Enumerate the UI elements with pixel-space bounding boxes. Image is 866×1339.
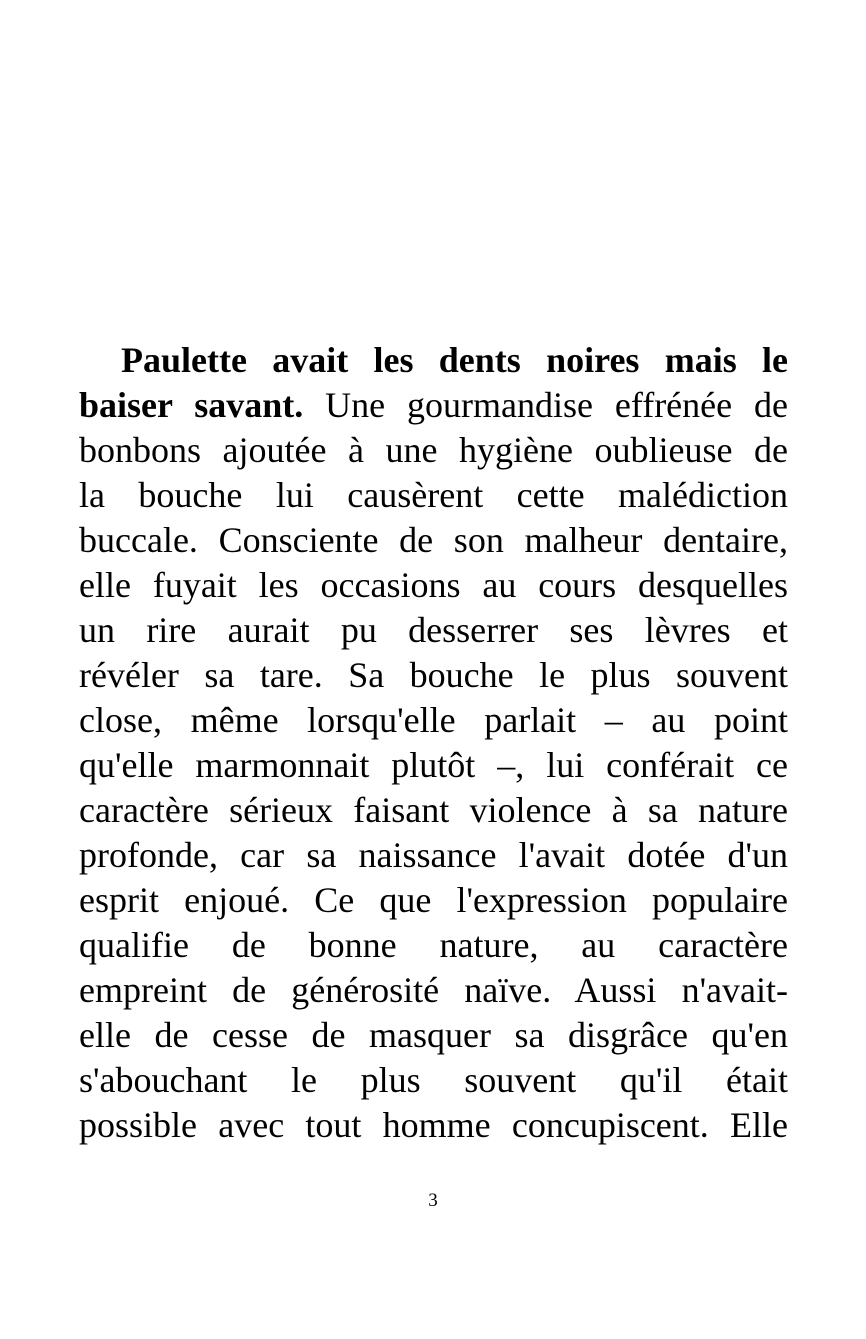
text-line: révéler sa tare. Sa bouche le plus souvent [79, 655, 788, 695]
line-text: Une gourmandise effrénée de [303, 385, 788, 425]
text-line: qu'elle marmonnait plutôt –, lui conférait ce [79, 745, 788, 785]
text-line: la bouche lui causèrent cette malédiction [79, 475, 788, 515]
text-line [79, 338, 788, 383]
text-line: qualifie de bonne nature, au caractère [79, 925, 788, 965]
text-line: caractère sérieux faisant violence à sa nature [79, 790, 788, 830]
text-line: elle de cesse de masquer sa disgrâce qu'en [79, 1015, 788, 1055]
text-line: esprit enjoué. Ce que l'expression populaire [79, 880, 788, 920]
text-line: profonde, car sa naissance l'avait dotée d'un [79, 835, 788, 875]
page-number: 3 [428, 1190, 438, 1211]
text-line [79, 383, 788, 428]
text-line: close, même lorsqu'elle parlait – au point [79, 700, 788, 740]
text-line: un rire aurait pu desserrer ses lèvres et [79, 610, 788, 650]
text-line: buccale. Consciente de son malheur dentaire, [79, 520, 788, 560]
text-line: empreint de générosité naïve. Aussi n'avait- [79, 970, 788, 1010]
text-line: s'abouchant le plus souvent qu'il était [79, 1060, 788, 1100]
text-line: possible avec tout homme concupiscent. Elle [79, 1105, 788, 1145]
bold-lead-text: Paulette avait les dents noires mais le [121, 340, 788, 380]
text-line: bonbons ajoutée à une hygiène oublieuse de [79, 430, 788, 470]
bold-lead-text: baiser savant. [79, 385, 304, 425]
paragraph [79, 338, 788, 1148]
text-line: elle fuyait les occasions au cours desquelles [79, 565, 788, 605]
